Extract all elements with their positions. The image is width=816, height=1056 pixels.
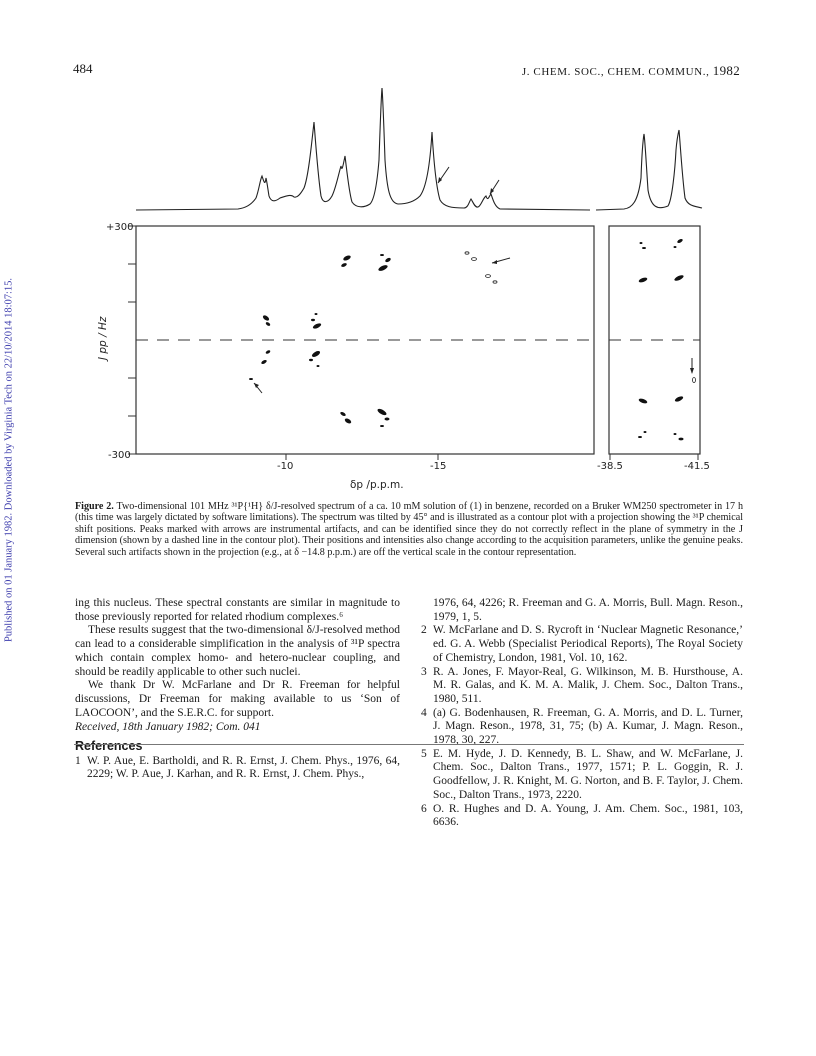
page-divider [74, 744, 744, 745]
reference-item [421, 624, 743, 665]
contour-peak [674, 274, 685, 282]
reference-number: 2 [421, 624, 427, 637]
contour-peak [674, 433, 677, 435]
contour-peak [638, 436, 642, 438]
contour-peak [674, 395, 684, 402]
caption-text: Two-dimensional 101 MHz ³¹P{¹H} δ/J-resolved spectrum of a ca. 10 mM solution of (1) in benzene, recorded on a Bruker WM250 spectrometer in 17 h (this time was largely dictated by software limitations). The spectrum was tilted by 45° and is illustrated as a contour plot with a projection showing the ³¹P chemical shift positions. Peaks marked with arrows are instrumental artifacts, and can be identified since they do not correctly reflect in the plane of symmetry in the J dimension (shown by a dashed line in the contour plot). Their positions and intensities also change according to the acquisition parameters, unlike the genuine peaks. Several such artifacts shown in the projection (e.g., at δ −14.8 p.p.m.) are off the vertical scale in the contour representation. [75, 501, 743, 558]
reference-number: 6 [421, 802, 427, 815]
contour-peak [315, 313, 318, 315]
y-axis-label: J pp / Hz [97, 316, 109, 360]
x-tick-label: -15 [430, 461, 447, 472]
caption-label: Figure 2. [75, 501, 114, 512]
contour-peak [309, 359, 313, 361]
artifact-contour [486, 275, 491, 278]
x-tick-label: -41.5 [684, 461, 710, 472]
contour-peak [644, 431, 647, 433]
reference-number: 5 [421, 747, 427, 760]
reference-continuation: 1976, 64, 4226; R. Freeman and G. A. Morris, Bull. Magn. Reson., 1979, 1, 5. [433, 597, 743, 623]
reference-text: E. M. Hyde, J. D. Kennedy, B. L. Shaw, and W. McFarlane, J. Chem. Soc., Dalton Trans., 1977, 1571; P. L. Goggin, R. J. Goodfellow, J. R. Knight, M. G. Norton, and B. F. Taylor, J. Chem. Soc., Dalton Trans., 1973, 2220. [433, 747, 743, 801]
references-heading: References [75, 739, 143, 754]
reference-number: 3 [421, 665, 427, 678]
body-column-left [75, 597, 400, 782]
received-date: Received, 18th January 1982; Com. 041 [75, 721, 261, 734]
reference-item [75, 755, 400, 782]
acknowledgement: We thank Dr W. McFarlane and Dr R. Freeman for helpful discussions, Dr Freeman for making available to us ‘Son of LAOCOON’, and the S.E.R.C. for support. [75, 679, 400, 719]
contour-peak [312, 322, 322, 329]
x-tick-label: -38.5 [597, 461, 623, 472]
reference-item [421, 803, 743, 830]
projection-trace-main [136, 88, 590, 210]
figure-caption [75, 501, 743, 558]
x-tick-label: -10 [277, 461, 294, 472]
contour-peak [317, 365, 320, 367]
download-watermark-text: Published on 01 January 1982. Downloaded by Virginia Tech on 22/10/2014 18:07:15. [3, 277, 15, 643]
reference-item [421, 707, 743, 748]
page-number: 484 [73, 61, 93, 76]
paragraph: ing this nucleus. These spectral constants are similar in magnitude to those previously reported for related rhodium complexes.⁶ [75, 597, 400, 623]
reference-text: (a) G. Bodenhausen, R. Freeman, G. A. Morris, and D. L. Turner, J. Magn. Reson., 1978, 31, 75; (b) A. Kumar, J. Magn. Reson., 1978, 30, 227. [433, 706, 743, 747]
reference-text: W. P. Aue, E. Bartholdi, and R. R. Ernst, J. Chem. Phys., 1976, 64, 2229; W. P. Aue, J. Karhan, and R. R. Ernst, J. Chem. Phys., [87, 754, 400, 781]
y-tick-label-bottom: -300 [108, 450, 131, 461]
artifact-contour [465, 252, 469, 254]
contour-peak [638, 398, 648, 405]
contour-peak [640, 242, 643, 244]
contour-arrow-3-head [690, 368, 694, 374]
contour-peak [377, 408, 388, 417]
body-column-right [421, 597, 743, 830]
contour-arrow-2-head [254, 383, 259, 388]
reference-item [421, 748, 743, 803]
figure-2 [0, 0, 816, 500]
contour-peak [638, 277, 648, 284]
y-tick-label-top: +300 [106, 222, 134, 233]
contour-peak [380, 254, 384, 256]
contour-peak [265, 321, 271, 326]
contour-peak [642, 247, 646, 249]
reference-number: 1 [75, 754, 81, 767]
reference-text: O. R. Hughes and D. A. Young, J. Am. Chem. Soc., 1981, 103, 6636. [433, 802, 743, 829]
contour-peak [344, 418, 352, 425]
journal-year: 1982 [712, 63, 740, 78]
contour-peaks-right [638, 238, 684, 440]
contour-peak [311, 350, 321, 358]
contour-peak [380, 425, 384, 427]
artifact-contour [472, 258, 477, 261]
contour-peak [341, 262, 348, 267]
contour-peak [249, 378, 253, 380]
contour-peak [262, 314, 270, 321]
reference-text: R. A. Jones, F. Mayor-Real, G. Wilkinson, M. B. Hursthouse, A. M. R. Galas, and K. M. A. Malik, J. Chem. Soc., Dalton Trans., 1980, 511. [433, 665, 743, 705]
contour-peak [385, 257, 392, 263]
contour-arrow-1-head [492, 260, 497, 264]
reference-number: 4 [421, 706, 427, 719]
contour-peak [311, 319, 315, 321]
journal-name: J. CHEM. SOC., CHEM. COMMUN., [521, 66, 710, 78]
paragraph: These results suggest that the two-dimensional δ/J-resolved method can lead to a considerable simplification in the analysis of ³¹P spectra which contain complex homo- and hetero-nuclear coupling, and should be readily applicable to other such nuclei. [75, 624, 400, 678]
contour-peak [679, 438, 684, 441]
reference-text: W. McFarlane and D. S. Rycroft in ‘Nuclear Magnetic Resonance,’ ed. G. A. Webb (Specialist Periodical Reports), The Royal Society of Chemistry, London, 1981, Vol. 10, 162. [433, 624, 743, 664]
projection-trace-right [596, 130, 702, 210]
contour-peak [677, 238, 684, 244]
contour-peak [343, 254, 352, 261]
contour-peak [265, 349, 271, 354]
contour-peak [378, 264, 389, 272]
contour-peak [674, 246, 677, 248]
x-axis-label: δp /p.p.m. [350, 479, 404, 491]
artifact-contour [693, 378, 696, 383]
contour-peak [340, 411, 347, 417]
contour-peak [385, 418, 390, 421]
contour-peak [261, 359, 268, 365]
reference-item [421, 666, 743, 707]
artifact-contours [465, 252, 696, 383]
artifact-contour [493, 281, 497, 283]
